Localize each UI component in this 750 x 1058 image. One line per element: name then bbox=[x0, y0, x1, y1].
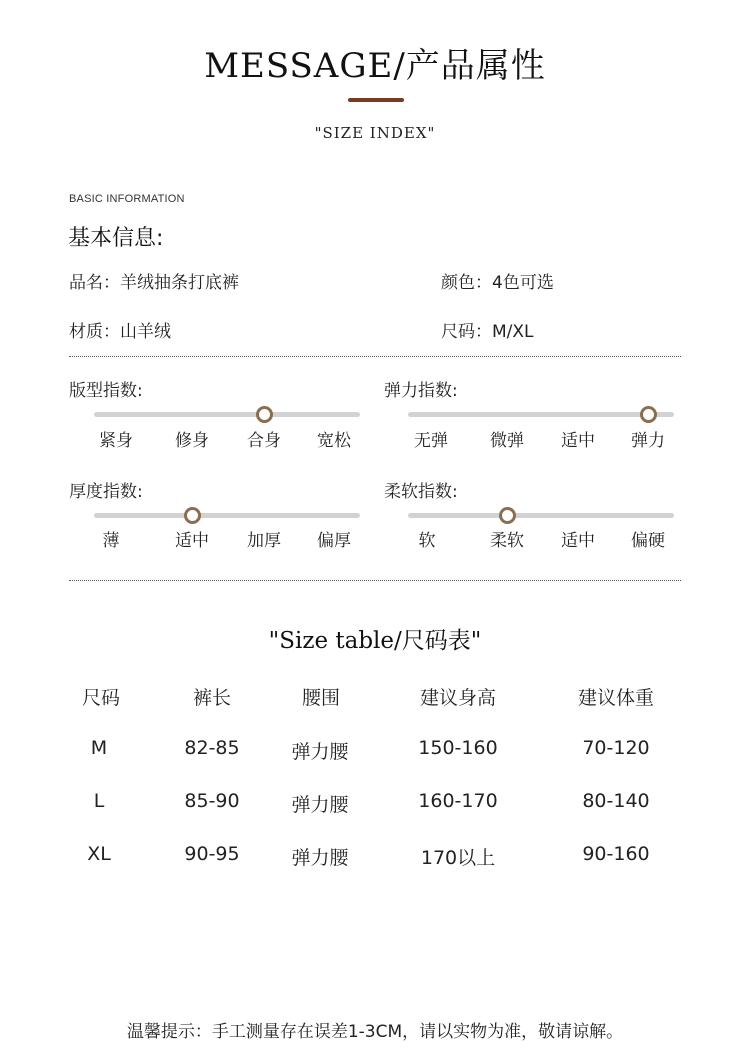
index-track-fit bbox=[94, 412, 360, 417]
index-track-thickness bbox=[94, 513, 360, 518]
attr-material: 材质：山羊绒 bbox=[69, 322, 171, 342]
size-table-cell: 160-170 bbox=[418, 790, 498, 812]
attr-color: 颜色：4色可选 bbox=[441, 273, 554, 293]
index-knob-softness[interactable] bbox=[499, 507, 516, 524]
size-table-cell: 90-160 bbox=[582, 843, 650, 865]
index-option: 偏硬 bbox=[631, 531, 665, 551]
index-option: 紧身 bbox=[99, 431, 133, 451]
size-table-cell: 弹力腰 bbox=[291, 794, 349, 816]
index-option: 柔软 bbox=[490, 531, 524, 551]
size-table-cell: M bbox=[90, 737, 108, 759]
size-table-cell: 弹力腰 bbox=[291, 847, 349, 869]
page-title: MESSAGE/产品属性 bbox=[204, 46, 546, 86]
size-table-cell: 82-85 bbox=[184, 737, 240, 759]
index-option: 薄 bbox=[102, 531, 120, 551]
size-table-header: 腰围 bbox=[301, 687, 340, 709]
size-table-cell: 170以上 bbox=[420, 847, 496, 869]
size-table-cell: 70-120 bbox=[582, 737, 650, 759]
page-subtitle: "SIZE INDEX" bbox=[314, 124, 436, 142]
size-table-cell: L bbox=[93, 790, 105, 812]
index-option: 微弹 bbox=[490, 431, 524, 451]
index-option: 偏厚 bbox=[317, 531, 351, 551]
index-knob-fit[interactable] bbox=[256, 406, 273, 423]
index-knob-thickness[interactable] bbox=[184, 507, 201, 524]
accent-bar bbox=[348, 98, 404, 102]
index-option: 加厚 bbox=[247, 531, 281, 551]
divider-top bbox=[69, 356, 681, 357]
size-table-title: "Size table/尺码表" bbox=[268, 628, 482, 654]
measurement-note: 温馨提示：手工测量存在误差1-3CM，请以实物为准，敬请谅解。 bbox=[126, 1022, 624, 1042]
basic-info-label-en: BASIC INFORMATION bbox=[69, 193, 185, 205]
index-option: 适中 bbox=[175, 531, 209, 551]
index-label-fit: 版型指数: bbox=[69, 381, 143, 401]
size-table-cell: 弹力腰 bbox=[291, 741, 349, 763]
index-label-thickness: 厚度指数: bbox=[69, 482, 143, 502]
size-table-header: 建议体重 bbox=[577, 687, 654, 709]
index-track-softness bbox=[408, 513, 674, 518]
index-option: 合身 bbox=[247, 431, 281, 451]
size-table-cell: 80-140 bbox=[582, 790, 650, 812]
index-option: 无弹 bbox=[414, 431, 448, 451]
size-table-cell: XL bbox=[87, 843, 111, 865]
size-table-cell: 150-160 bbox=[418, 737, 498, 759]
attr-product-name: 品名：羊绒抽条打底裤 bbox=[69, 273, 239, 293]
size-table-cell: 85-90 bbox=[184, 790, 240, 812]
size-table-cell: 90-95 bbox=[184, 843, 240, 865]
index-track-elasticity bbox=[408, 412, 674, 417]
index-knob-elasticity[interactable] bbox=[640, 406, 657, 423]
attr-size: 尺码：M/XL bbox=[441, 322, 534, 342]
basic-info-heading: 基本信息: bbox=[68, 226, 164, 251]
size-table-header: 建议身高 bbox=[419, 687, 496, 709]
index-option: 弹力 bbox=[631, 431, 665, 451]
size-table-header: 尺码 bbox=[81, 687, 120, 709]
index-option: 适中 bbox=[561, 431, 595, 451]
index-option: 适中 bbox=[561, 531, 595, 551]
divider-bottom bbox=[69, 580, 681, 581]
index-label-elasticity: 弹力指数: bbox=[384, 381, 458, 401]
index-label-softness: 柔软指数: bbox=[384, 482, 458, 502]
size-table-header: 裤长 bbox=[192, 687, 231, 709]
index-option: 修身 bbox=[175, 431, 209, 451]
index-option: 软 bbox=[418, 531, 436, 551]
index-option: 宽松 bbox=[317, 431, 351, 451]
